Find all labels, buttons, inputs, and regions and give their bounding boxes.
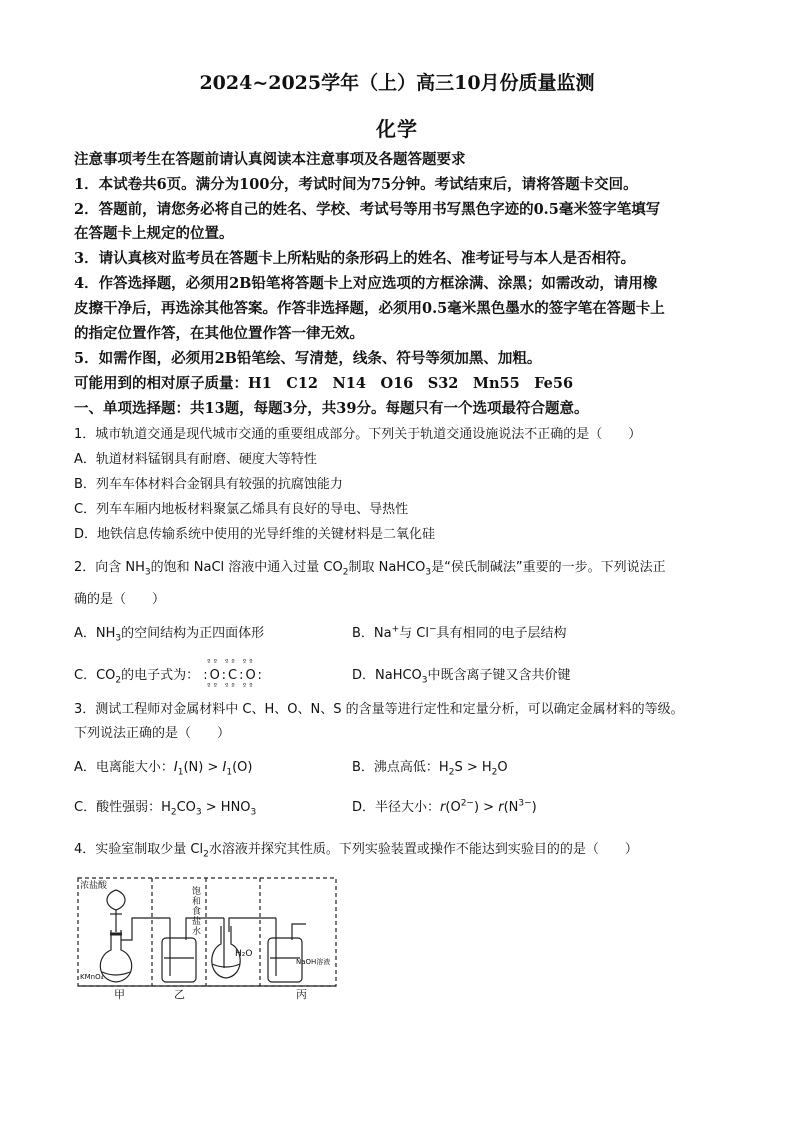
label-brine: 食: [192, 907, 202, 917]
label-brine: 饱: [192, 887, 202, 897]
notice-item: 在答题卡上规定的位置。: [74, 225, 234, 242]
q2-stem-part: 的饱和 NaCl 溶液中通入过量 CO: [150, 560, 343, 575]
q2-option-part: 中既含离子键又含共价键: [427, 668, 571, 683]
label-jia: 甲: [114, 988, 125, 1001]
q3-option-part: (O): [232, 760, 253, 775]
label-kmno4: KMnO₄: [80, 973, 104, 981]
chlorine-apparatus-diagram: [74, 872, 344, 1002]
q2-stem-line2: 确的是（ ）: [74, 592, 166, 607]
q2-option-part: D．NaHCO: [352, 668, 422, 683]
q2-option-d: [352, 664, 571, 686]
q3-option-a: [74, 756, 252, 778]
notice-item: 的指定位置作答，在其他位置作答一律无效。: [74, 325, 364, 342]
subject-title: 化学: [376, 117, 418, 141]
outlet-tube: [229, 918, 276, 932]
subscript: 1: [226, 767, 233, 778]
atomic-masses: 可能用到的相对原子质量：H1 C12 N14 O16 S32 Mn55 Fe56: [74, 375, 574, 392]
label-conc-hcl: 浓盐酸: [80, 881, 108, 891]
q2-stem-line1: [74, 556, 734, 578]
subscript: 3: [115, 633, 122, 644]
subscript: 2: [203, 849, 209, 860]
q2-option-part: 具有相同的电子层结构: [436, 626, 567, 641]
q2-option-part: 与 Cl: [399, 626, 429, 641]
q2-option-a: [74, 622, 264, 644]
q3-option-part: B．沸点高低：H: [352, 760, 449, 775]
water-level: [212, 964, 240, 967]
q3-option-part: CO: [176, 800, 196, 815]
wash-bottle: [162, 938, 196, 982]
electron-formula: [203, 658, 264, 690]
q1-option-b: B．列车车体材料合金钢具有较强的抗腐蚀能力: [74, 477, 343, 492]
q3-option-part: (N: [503, 800, 519, 815]
q4-stem-part: 4．实验室制取少量 Cl: [74, 842, 204, 857]
q3-option-part: A．电离能大小：: [74, 760, 174, 775]
superscript: +: [391, 624, 400, 635]
notice-item: 皮擦干净后，再选涂其他答案。作答非选择题，必须用0.5毫米黑色墨水的签字笔在答题卡上: [74, 300, 665, 317]
superscript: −: [429, 624, 437, 635]
q3-stem-line2: 下列说法正确的是（ ）: [74, 726, 231, 741]
label-water: H₂O: [235, 949, 253, 959]
q3-option-part: ): [531, 800, 537, 815]
q2-option-part: 的空间结构为正四面体形: [121, 626, 265, 641]
q2-option-part: C．CO: [74, 668, 116, 683]
q4-stem: [74, 838, 734, 860]
q3-option-part: C．酸性强弱：H: [74, 800, 171, 815]
electron-formula-text: :O:C:O:: [203, 668, 264, 683]
q3-option-part: D．半径大小：: [352, 800, 441, 815]
label-brine: 水: [192, 927, 202, 937]
q3-option-part: ) >: [473, 800, 499, 815]
q3-stem-line1: 3．测试工程师对金属材料中 C、H、O、N、S 的含量等进行定性和定量分析，可以确定金属材料的等级。: [74, 702, 684, 717]
q3-option-c: [74, 796, 256, 818]
exam-title: 2024~2025学年（上）高三10月份质量监测: [199, 72, 595, 94]
q2-option-part: A．NH: [74, 626, 116, 641]
superscript: 3−: [518, 798, 532, 809]
notice-heading: 注意事项考生在答题前请认真阅读本注意事项及各题答题要求: [74, 151, 466, 168]
q2-stem-part: 2．向含 NH: [74, 560, 145, 575]
ionization-symbol: I: [173, 760, 178, 775]
q3-option-b: [352, 756, 508, 778]
q2-option-c: [74, 658, 264, 690]
subscript: 3: [144, 567, 151, 578]
q3-option-part: (O: [445, 800, 461, 815]
q3-option-part: O: [497, 760, 508, 775]
label-brine: 和: [192, 897, 202, 907]
radius-symbol: r: [440, 800, 446, 815]
notice-item: 2．答题前，请您务必将自己的姓名、学校、考试号等用书写黑色字迹的0.5毫米签字笔填写: [74, 201, 661, 218]
subscript: 2: [115, 675, 122, 686]
separatory-funnel: [107, 890, 125, 910]
subscript: 3: [195, 807, 202, 818]
apparatus-frame: [78, 878, 336, 986]
ionization-symbol: I: [222, 760, 227, 775]
notice-item: 3．请认真核对监考员在答题卡上所粘贴的条形码上的姓名、准考证号与本人是否相符。: [74, 250, 636, 267]
label-yi: 乙: [174, 988, 185, 1001]
subscript: 3: [425, 567, 432, 578]
q2-option-part: B．Na: [352, 626, 392, 641]
q3-option-part: (N) >: [183, 760, 223, 775]
q1-option-c: C．列车车厢内地板材料聚氯乙烯具有良好的导电、导热性: [74, 502, 409, 517]
q2-stem-part: 是“侯氏制碱法”重要的一步。下列说法正: [431, 560, 666, 575]
subscript: 2: [448, 767, 455, 778]
label-brine: 盐: [192, 917, 202, 927]
subscript: 2: [491, 767, 498, 778]
section-heading: 一、单项选择题：共13题，每题3分，共39分。每题只有一个选项最符合题意。: [74, 400, 589, 417]
electron-dots-top: ºº ºº ºº: [207, 658, 256, 666]
electron-dots-bottom: ºº ºº ºº: [207, 682, 256, 690]
q2-option-b: [352, 622, 567, 641]
q1-stem: 1．城市轨道交通是现代城市交通的重要组成部分。下列关于轨道交通设施说法不正确的是（ ）: [74, 427, 642, 442]
q2-option-part: 的电子式为：: [121, 668, 200, 683]
q3-option-d: [352, 796, 537, 815]
label-bing: 丙: [296, 988, 307, 1001]
label-naoh: NaOH溶液: [296, 958, 331, 966]
q3-option-part: > HNO: [201, 800, 251, 815]
notice-item: 1．本试卷共6页。满分为100分，考试时间为75分钟。考试结束后，请将答题卡交回。: [74, 176, 638, 193]
notice-item: 5．如需作图，必须用2B铅笔绘、写清楚，线条、符号等须加黑、加粗。: [74, 350, 542, 367]
notice-item: 4．作答选择题，必须用2B铅笔将答题卡上对应选项的方框涂满、涂黑；如需改动，请用橡: [74, 275, 658, 292]
q2-stem-part: 制取 NaHCO: [348, 560, 426, 575]
flask-contents: [102, 972, 130, 975]
subscript: 2: [342, 567, 349, 578]
superscript: 2−: [460, 798, 474, 809]
q1-option-d: D．地铁信息传输系统中使用的光导纤维的关键材料是二氧化硅: [74, 527, 436, 542]
gas-tube: [121, 918, 170, 940]
q3-option-part: S > H: [454, 760, 492, 775]
radius-symbol: r: [498, 800, 504, 815]
reaction-flask: [100, 930, 131, 982]
subscript: 2: [170, 807, 177, 818]
q4-stem-part: 水溶液并探究其性质。下列实验装置或操作不能达到实验目的的是（ ）: [208, 842, 638, 857]
q1-option-a: A．轨道材料锰钢具有耐磨、硬度大等特性: [74, 452, 317, 467]
subscript: 3: [421, 675, 428, 686]
subscript: 3: [250, 807, 257, 818]
subscript: 1: [177, 767, 184, 778]
